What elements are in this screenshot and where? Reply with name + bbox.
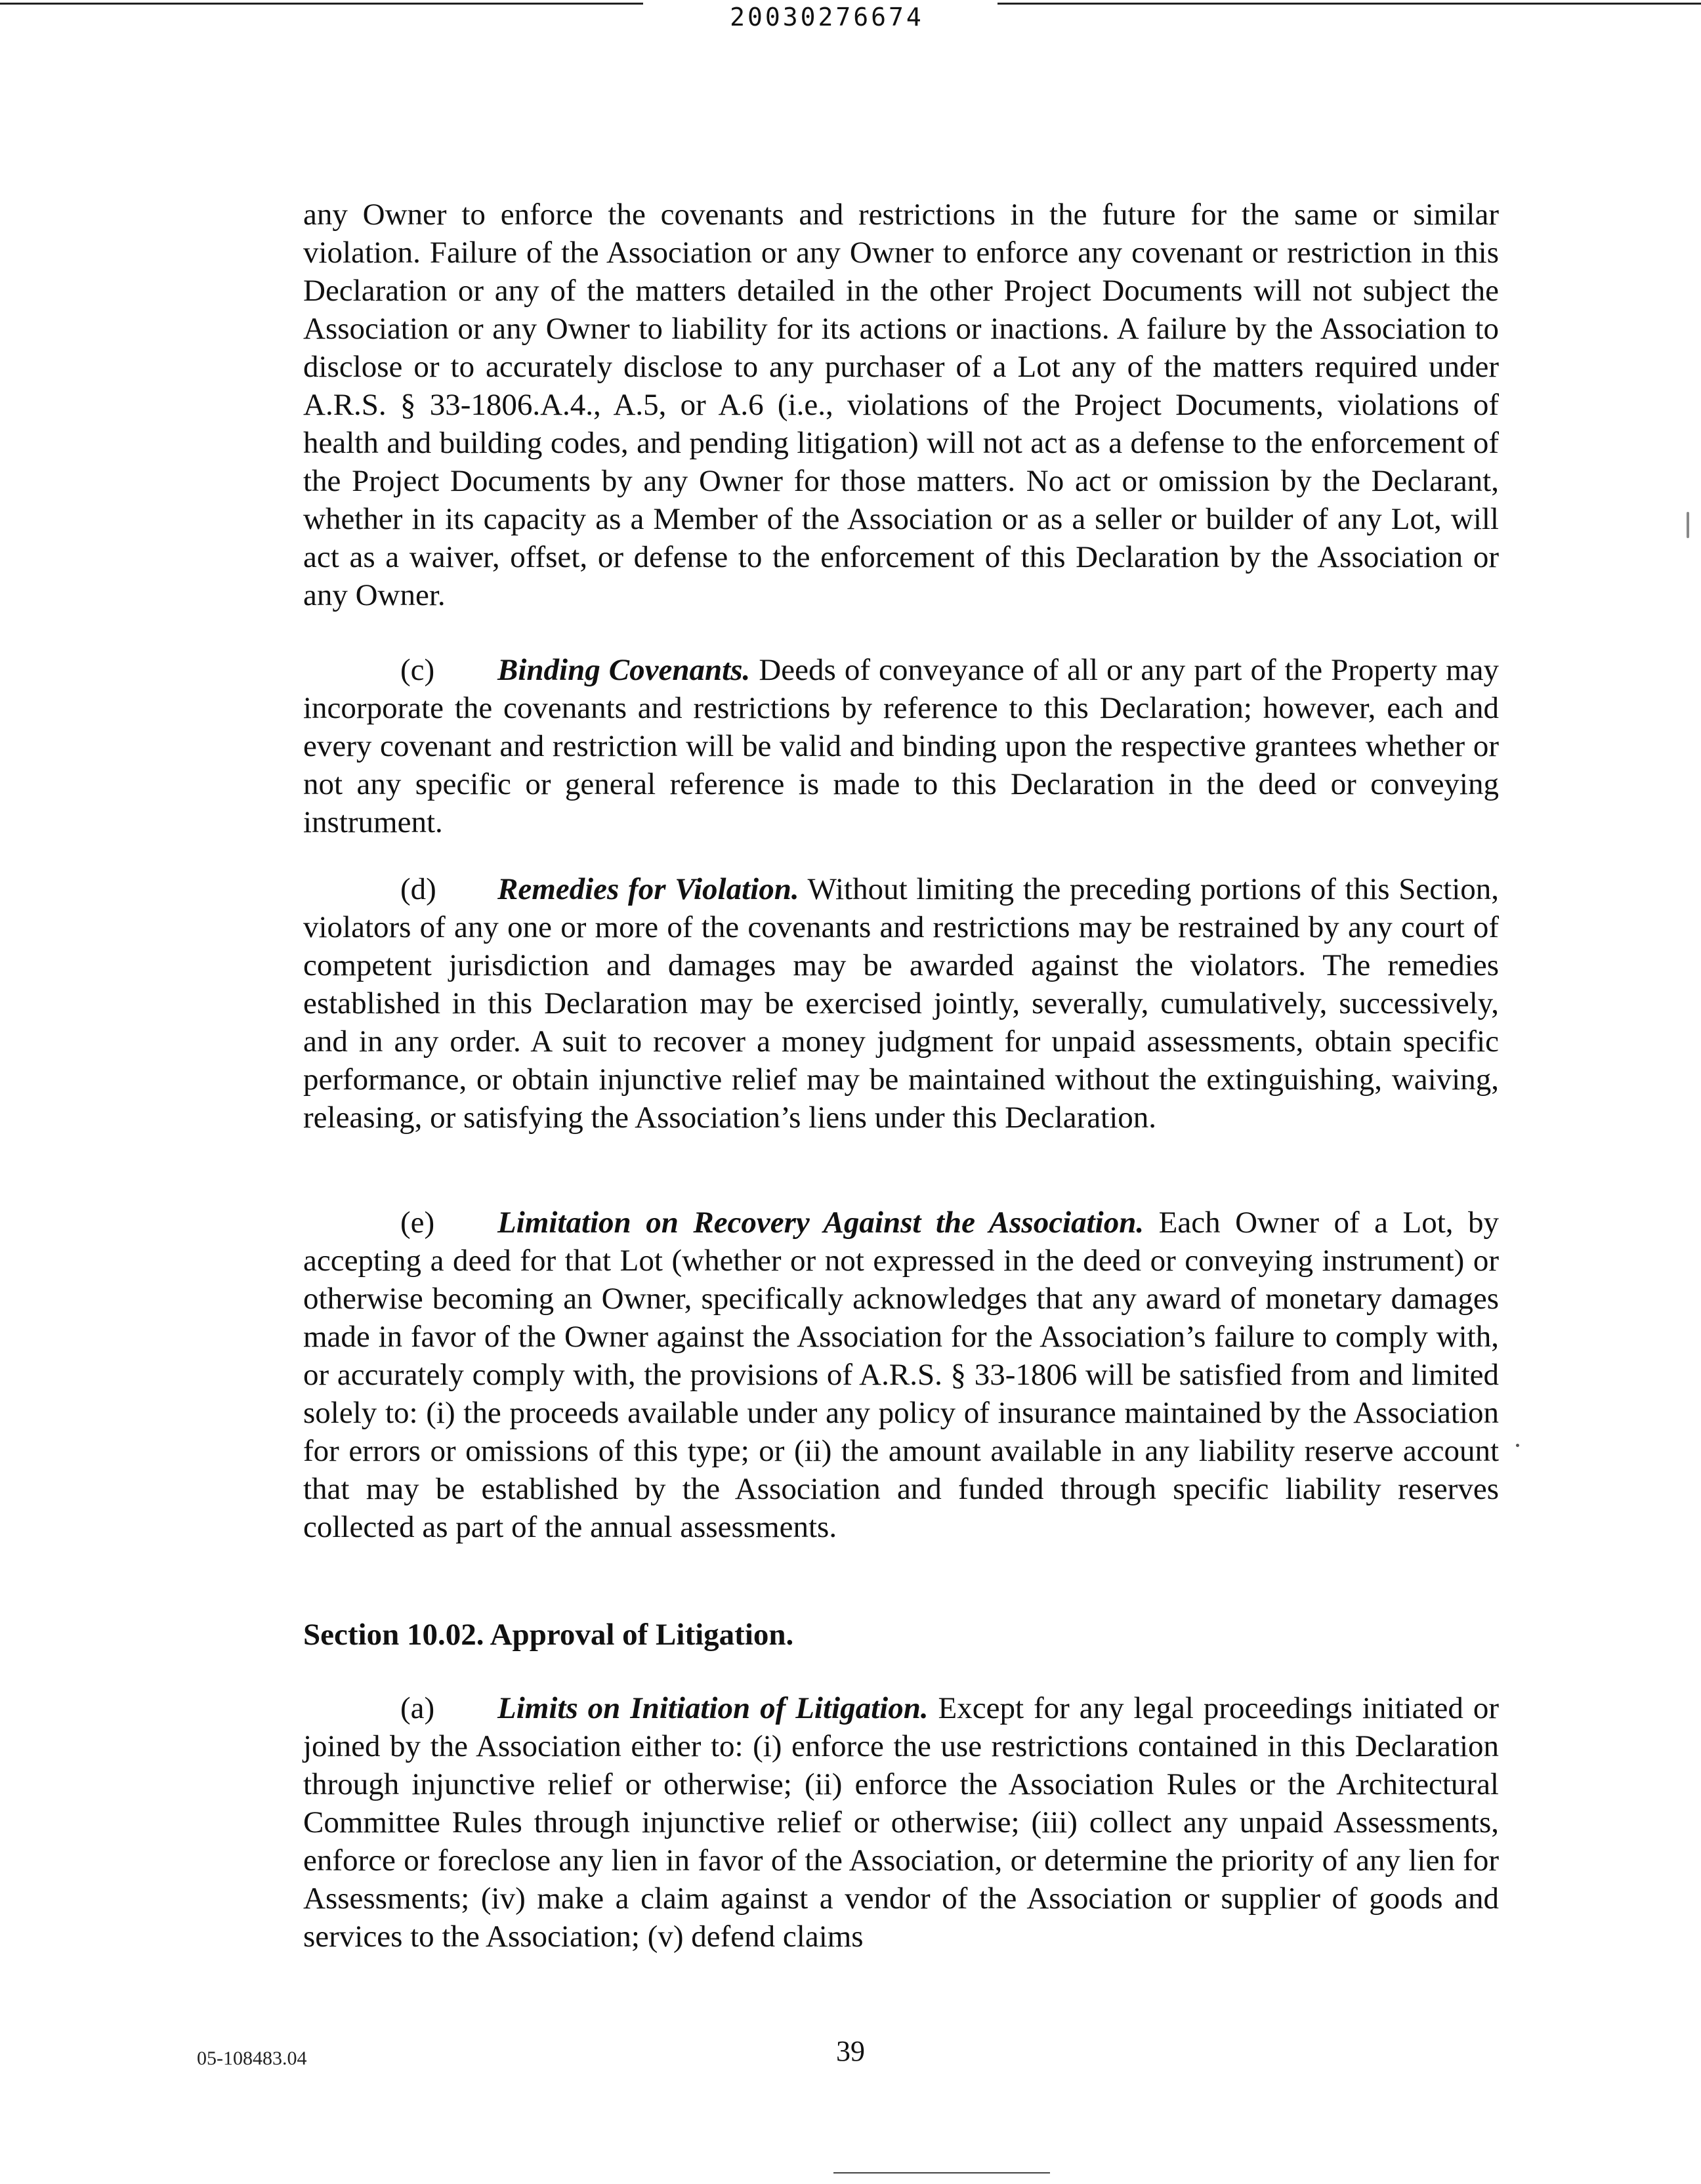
subsection-title: Binding Covenants. (497, 653, 751, 687)
subsection-text: Each Owner of a Lot, by accepting a deed for that Lot (whether or not expressed in the deed or conveying instrument) or otherwise becoming an Owner, specifically acknowledges that any award of monetary damages made in favor of the Owner against the Association for the Association’s failure to comply with, or accurately comply with, the provisions of A.R.S. § 33-1806 will be satisfied from and limited solely to: (i) the proceeds available under any policy of insurance maintained by the Association for errors or omissions of this type; or (ii) the amount available in any liability reserve account that may be established by the Association and funded through specific liability reserves collected as part of the annual assessments. (303, 1206, 1500, 1544)
scan-speck (1516, 1444, 1519, 1447)
footer-document-code: 05-108483.04 (197, 2048, 307, 2069)
subsection-c (303, 651, 1499, 841)
subsection-letter: (c) (400, 653, 435, 687)
document-number: 20030276674 (730, 3, 924, 32)
subsection-e (303, 1204, 1499, 1546)
subsection-a (303, 1689, 1499, 1956)
section-heading: Section 10.02. Approval of Litigation. (303, 1618, 794, 1652)
subsection-d (303, 870, 1499, 1137)
bottom-rule (833, 2172, 1050, 2174)
subsection-title: Remedies for Violation. (497, 872, 799, 906)
scan-edge-mark (1687, 512, 1689, 538)
subsection-text: Deeds of conveyance of all or any part of the Property may incorporate the covenants and restrictions by reference to this Declaration; however, each and every covenant and restriction will be valid and binding upon the respective grantees whether or not any specific or general reference is made to this Declaration in the deed or conveying instrument. (303, 653, 1499, 839)
subsection-letter: (a) (400, 1691, 435, 1725)
subsection-text: Except for any legal proceedings initiated or joined by the Association either to: (i) enforce the use restrictions contained in this Declaration through injunctive relief or otherwise; (ii) enforce the Association Rules or the Architectural Committee Rules through injunctive relief or otherwise; (iii) collect any unpaid Assessments, enforce or foreclose any lien in favor of the Association, or determine the priority of any lien for Assessments; (iv) make a claim against a vendor of the Association or supplier of goods and services to the Association; (v) defend claims (303, 1691, 1499, 1954)
paragraph-continuation (303, 196, 1499, 614)
subsection-letter: (e) (400, 1206, 435, 1240)
paragraph-text: any Owner to enforce the covenants and restrictions in the future for the same or similar violation. Failure of the Association or any Owner to enforce any covenant or restriction in this Declaration or any of the matters detailed in the other Project Documents will not subject the Association or any Owner to liability for its actions or inactions. A failure by the Association to disclose or to accurately disclose to any purchaser of a Lot any of the matters required under A.R.S. § 33-1806.A.4., A.5, or A.6 (i.e., violations of the Project Documents, violations of health and building codes, and pending litigation) will not act as a defense to the enforcement of the Project Documents by any Owner for those matters. No act or omission by the Declarant, whether in its capacity as a Member of the Association or as a seller or builder of any Lot, will act as a waiver, offset, or defense to the enforcement of this Declaration by the Association or any Owner. (303, 198, 1499, 612)
page-number: 39 (836, 2035, 865, 2067)
top-rule-left (0, 3, 643, 5)
subsection-letter: (d) (400, 872, 436, 906)
subsection-title: Limitation on Recovery Against the Association. (497, 1206, 1144, 1240)
subsection-text: Without limiting the preceding portions of this Section, violators of any one or more of the covenants and restrictions may be restrained by any court of competent jurisdiction and damages may be awarded against the violators. The remedies established in this Declaration may be exercised jointly, severally, cumulatively, successively, and in any order. A suit to recover a money judgment for unpaid assessments, obtain specific performance, or obtain injunctive relief may be maintained without the extinguishing, waiving, releasing, or satisfying the Association’s liens under this Declaration. (303, 872, 1500, 1135)
subsection-title: Limits on Initiation of Litigation. (497, 1691, 929, 1725)
top-rule-right (998, 3, 1701, 5)
